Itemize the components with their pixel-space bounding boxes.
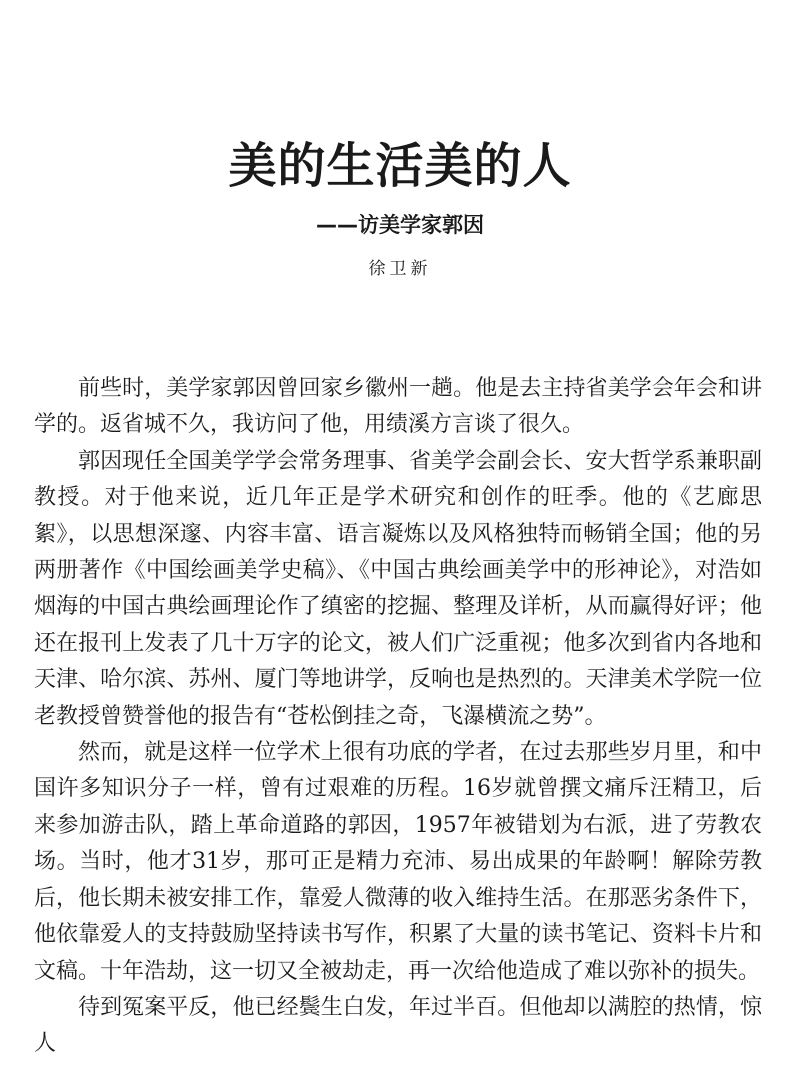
paragraph-3: 然而，就是这样一位学术上很有功底的学者，在过去那些岁月里，和中国许多知识分子一样，曾有过艰难的历程。16岁就曾撰文痛斥汪精卫，后来参加游击队，踏上革命道路的郭因，1957年被错划为右派，进了劳教农场。当时，他才31岁，那可正是精力充沛、易出成果的年龄啊！解除劳教后，他长期未被安排工作，靠爱人微薄的收入维持生活。在那恶劣条件下，他依靠爱人的支持鼓励坚持读书写作，积累了大量的读书笔记、资料卡片和文稿。十年浩劫，这一切又全被劫走，再一次给他造成了难以弥补的损失。 <box>34 740 762 984</box>
article-author: 徐卫新 <box>368 259 432 279</box>
article-subtitle: ——访美学家郭因 <box>316 213 484 237</box>
paragraph-4: 待到冤案平反，他已经鬓生白发，年过半百。但他却以满腔的热情，惊人 <box>34 994 762 1057</box>
article-body <box>34 371 762 1063</box>
article-title: 美的生活美的人 <box>228 138 572 194</box>
paragraph-2: 郭因现任全国美学学会常务理事、省美学会副会长、安大哲学系兼职副教授。对于他来说，近几年正是学术研究和创作的旺季。他的《艺廊思絮》，以思想深邃、内容丰富、语言凝炼以及风格独特而畅销全国；他的另两册著作《中国绘画美学史稿》、《中国古典绘画美学中的形神论》，对浩如烟海的中国古典绘画理论作了缜密的挖掘、整理及详析，从而赢得好评；他还在报刊上发表了几十万字的论文，被人们广泛重视；他多次到省内各地和天津、哈尔滨、苏州、厦门等地讲学，反响也是热烈的。天津美术学院一位老教授曾赞誉他的报告有“苍松倒挂之奇，飞瀑横流之势”。 <box>34 448 762 729</box>
paragraph-1: 前些时，美学家郭因曾回家乡徽州一趟。他是去主持省美学会年会和讲学的。返省城不久，我访问了他，用绩溪方言谈了很久。 <box>34 376 762 438</box>
